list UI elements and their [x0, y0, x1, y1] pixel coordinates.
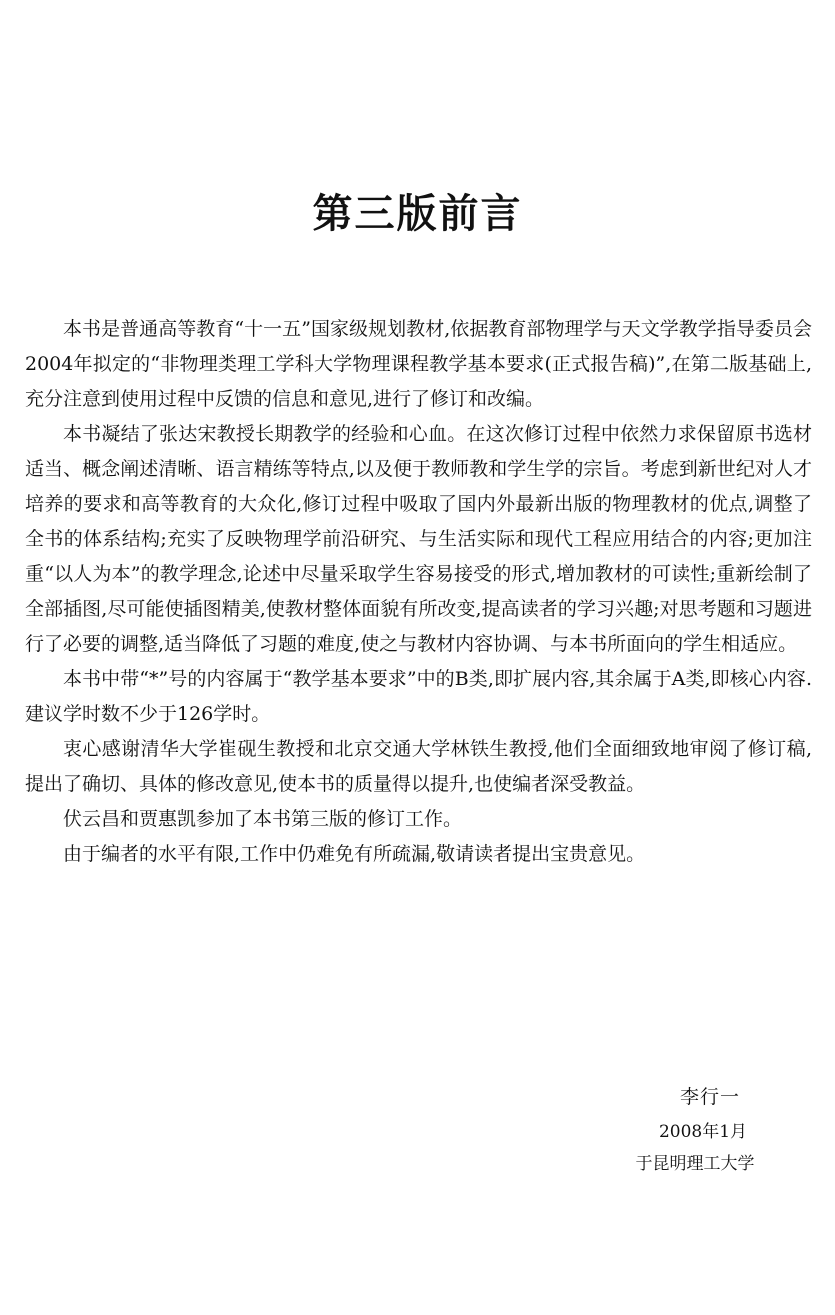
signature-place: 于昆明理工大学: [635, 1154, 755, 1174]
paragraph-1: 本书是普通高等教育“十一五”国家级规划教材,依据教育部物理学与天文学教学指导委员会2004年拟定的“非物理类理工学科大学物理课程教学基本要求(正式报告稿)”,在第二版基础上,充分注意到使用过程中反馈的信息和意见,进行了修订和改编。: [25, 318, 812, 410]
preface-body: [25, 312, 812, 872]
paragraph-4: 衷心感谢清华大学崔砚生教授和北京交通大学林铁生教授,他们全面细致地审阅了修订稿,提出了确切、具体的修改意见,使本书的质量得以提升,也使编者深受教益。: [25, 738, 812, 795]
signature-block: [560, 1082, 830, 1180]
paragraph-2: 本书凝结了张达宋教授长期教学的经验和心血。在这次修订过程中依然力求保留原书选材适当、概念阐述清晰、语言精练等特点,以及便于教师教和学生学的宗旨。考虑到新世纪对人才培养的要求和高等教育的大众化,修订过程中吸取了国内外最新出版的物理教材的优点,调整了全书的体系结构;充实了反映物理学前沿研究、与生活实际和现代工程应用结合的内容;更加注重“以人为本”的教学理念,论述中尽量采取学生容易接受的形式,增加教材的可读性;重新绘制了全部插图,尽可能使插图精美,使教材整体面貌有所改变,提高读者的学习兴趣;对思考题和习题进行了必要的调整,适当降低了习题的难度,使之与教材内容协调、与本书所面向的学生相适应。: [25, 423, 812, 655]
paragraph-6: 由于编者的水平有限,工作中仍难免有所疏漏,敬请读者提出宝贵意见。: [63, 843, 646, 865]
paragraph-3: 本书中带“*”号的内容属于“教学基本要求”中的B类,即扩展内容,其余属于A类,即核心内容.建议学时数不少于126学时。: [25, 668, 812, 725]
signature-date: 2008年1月: [658, 1122, 748, 1142]
paragraph-5: 伏云昌和贾惠凯参加了本书第三版的修订工作。: [63, 808, 463, 830]
page-title: 第三版前言: [312, 190, 523, 237]
author-name: 李行一: [679, 1086, 740, 1108]
